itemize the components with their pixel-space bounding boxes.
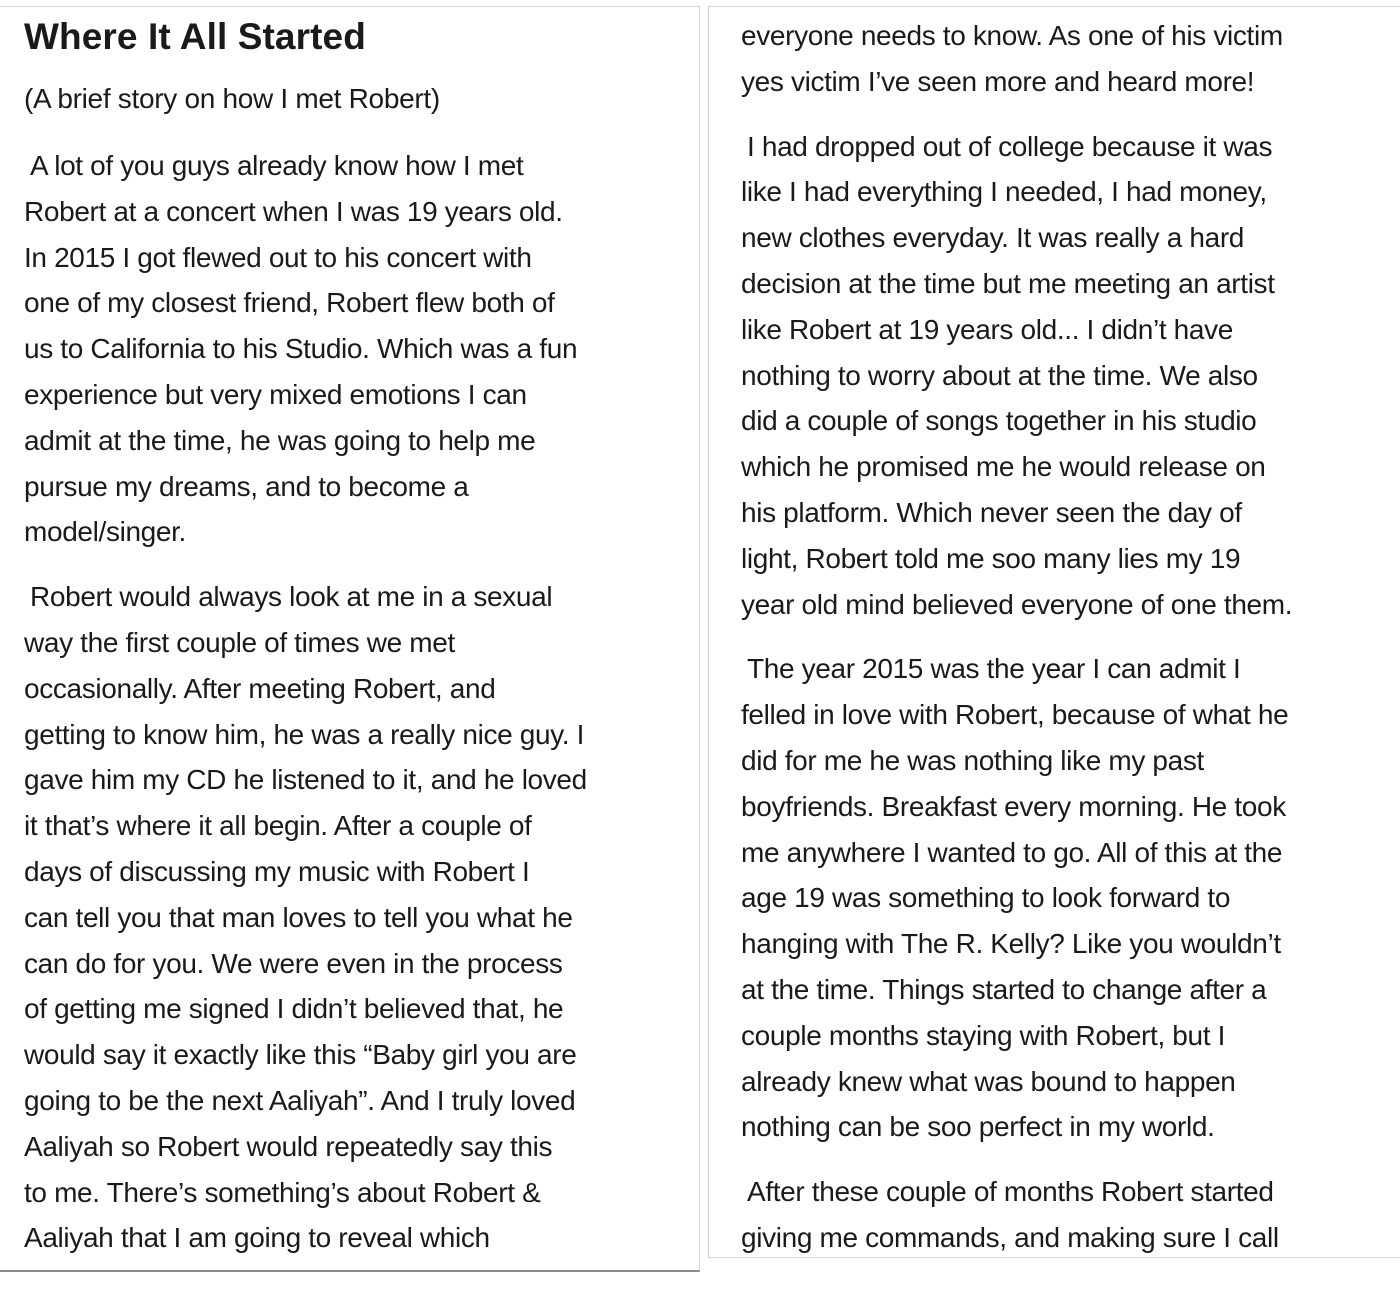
right-page <box>708 6 1400 1258</box>
page-title: Where It All Started <box>24 16 366 57</box>
text-line: experience but very mixed emotions I can <box>24 378 527 410</box>
text-line: at the time. Things started to change after a <box>741 973 1267 1005</box>
text-line: decision at the time but me meeting an artist <box>741 267 1275 299</box>
text-line: me anywhere I wanted to go. All of this at the <box>741 836 1283 868</box>
text-line: year old mind believed everyone of one them. <box>741 588 1293 620</box>
text-line: Aaliyah that I am going to reveal which <box>24 1222 490 1254</box>
text-line: boyfriends. Breakfast every morning. He took <box>741 790 1286 822</box>
paragraph <box>741 646 1400 1150</box>
page-subtitle: (A brief story on how I met Robert) <box>24 83 440 114</box>
text-line: like Robert at 19 years old... I didn’t have <box>741 313 1233 345</box>
text-line: did for me he was nothing like my past <box>741 744 1204 776</box>
text-line: days of discussing my music with Robert I <box>24 855 530 887</box>
text-line: nothing can be soo perfect in my world. <box>741 1111 1215 1143</box>
text-line: going to be the next Aaliyah”. And I truly loved <box>24 1084 576 1116</box>
left-page <box>0 6 700 1272</box>
text-line: age 19 was something to look forward to <box>741 882 1231 914</box>
text-line: The year 2015 was the year I can admit I <box>747 653 1241 685</box>
text-line: getting to know him, he was a really nice guy. I <box>24 718 585 750</box>
text-line: Robert at a concert when I was 19 years old. <box>24 195 563 227</box>
text-line: yes victim I’ve seen more and heard more! <box>741 65 1255 97</box>
text-line: way the first couple of times we met <box>24 626 455 658</box>
text-line: admit at the time, he was going to help me <box>24 424 536 456</box>
text-line: hanging with The R. Kelly? Like you wouldn’t <box>741 928 1281 960</box>
text-line: light, Robert told me soo many lies my 19 <box>741 542 1241 574</box>
text-line: In 2015 I got flewed out to his concert with <box>24 241 532 273</box>
text-line: one of my closest friend, Robert flew both of <box>24 287 555 319</box>
text-line: it that’s where it all begin. After a couple of <box>24 810 532 842</box>
text-line: After these couple of months Robert started <box>747 1176 1274 1208</box>
text-line: Aaliyah so Robert would repeatedly say this <box>24 1130 553 1162</box>
text-line: to me. There’s something’s about Robert & <box>24 1176 541 1208</box>
text-line: occasionally. After meeting Robert, and <box>24 672 496 704</box>
text-line: giving me commands, and making sure I call <box>741 1221 1279 1253</box>
text-line: already knew what was bound to happen <box>741 1065 1236 1097</box>
text-line: couple months staying with Robert, but I <box>741 1019 1226 1051</box>
text-line: gave him my CD he listened to it, and he loved <box>24 764 587 796</box>
paragraph <box>741 124 1400 628</box>
text-line: new clothes everyday. It was really a hard <box>741 222 1245 254</box>
text-line: A lot of you guys already know how I met <box>30 150 524 181</box>
text-line: felled in love with Robert, because of what he <box>741 699 1289 731</box>
text-line: like I had everything I needed, I had money, <box>741 176 1267 208</box>
paragraph <box>741 13 1400 105</box>
text-line: can tell you that man loves to tell you what he <box>24 901 573 933</box>
text-line: model/singer. <box>24 516 186 548</box>
text-line: his platform. Which never seen the day of <box>741 496 1242 528</box>
text-line: would say it exactly like this “Baby girl you are <box>24 1039 577 1071</box>
text-line: nothing to worry about at the time. We also <box>741 359 1258 391</box>
text-line: everyone needs to know. As one of his victim <box>741 20 1283 51</box>
text-line: pursue my dreams, and to become a <box>24 470 469 502</box>
text-line: of getting me signed I didn’t believed that, he <box>24 993 564 1025</box>
paragraph <box>24 143 699 555</box>
text-line: Robert would always look at me in a sexual <box>30 581 553 613</box>
text-line: which he promised me he would release on <box>741 451 1266 483</box>
paragraph <box>741 1169 1400 1261</box>
text-line: did a couple of songs together in his studio <box>741 405 1257 437</box>
text-line: I had dropped out of college because it was <box>747 130 1273 162</box>
text-line: us to California to his Studio. Which was a fun <box>24 333 578 365</box>
paragraph <box>24 574 699 1261</box>
text-line: can do for you. We were even in the process <box>24 947 563 979</box>
